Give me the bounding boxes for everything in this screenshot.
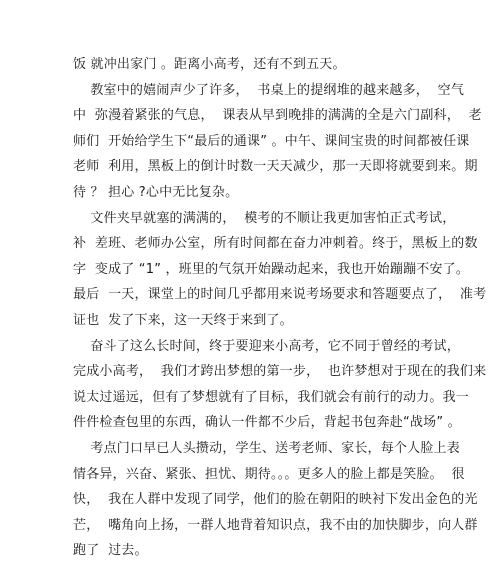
text-line: 情各异，兴奋、紧张、担忧、期待。。。更多人的脸上都是笑脸。 很 xyxy=(73,466,465,482)
text-line: 说太过遥远，但有了梦想就有了目标，我们就会有前行的动力。我一 xyxy=(73,389,470,405)
text-line: 文件夹早就塞的满满的， 模考的不顺让我更加害怕正式考试， xyxy=(73,210,456,226)
text-line: 证也 发了下来，这一天终于来到了。 xyxy=(73,312,293,328)
text-line: 教室中的嬉闹声少了许多， 书桌上的提纲堆的越来越多， 空气 xyxy=(73,82,465,98)
text-line: 考点门口早已人头攒动，学生、送考老师、家长，每个人脸上表 xyxy=(73,440,460,456)
text-line: 跑了 过去。 xyxy=(73,543,148,559)
text-line: 芒， 嘴角向上扬，一群人地背着知识点，我不由的加快脚步，向人群 xyxy=(73,517,478,533)
text-line: 补 差班、老师办公室，所有时间都在奋力冲刺着。终于，黑板上的数 xyxy=(73,236,478,252)
text-line: 快， 我在人群中发现了同学，他们的脸在朝阳的映衬下发出金色的光 xyxy=(73,492,478,508)
text-line: 饭 就冲出家门 。距离小高考，还有不到五天。 xyxy=(73,57,346,72)
text-line: 老师 利用，黑板上的倒计时数一天天减少，那一天即将就要到来。期 xyxy=(73,159,478,175)
text-line: 待 ？ 担心 ?心中无比复杂。 xyxy=(73,184,239,200)
text-line: 字 变成了 “1” ，班里的气氛开始躁动起来，我也开始蹦蹦不安了。 xyxy=(73,261,470,277)
text-line: 中 弥漫着紧张的气息， 课表从早到晚排的满满的全是六门副科， 老 xyxy=(73,108,482,124)
text-line: 最后 一天，课堂上的时间几乎都用来说考场要求和答题要点了， 准考 xyxy=(73,287,487,303)
document-body xyxy=(73,52,487,564)
text-line: 件件检查包里的东西，确认一件都不少后，背起书包奔赴“战场” 。 xyxy=(73,415,461,431)
text-line: 师们 开始给学生下“最后的通课” 。中午、课间宝贵的时间都被任课 xyxy=(73,133,470,149)
text-line: 奋斗了这么长时间，终于要迎来小高考，它不同于曾经的考试， xyxy=(73,338,460,354)
text-line: 完成小高考， 我们才跨出梦想的第一步， 也许梦想对于现在的我们来 xyxy=(73,364,487,380)
